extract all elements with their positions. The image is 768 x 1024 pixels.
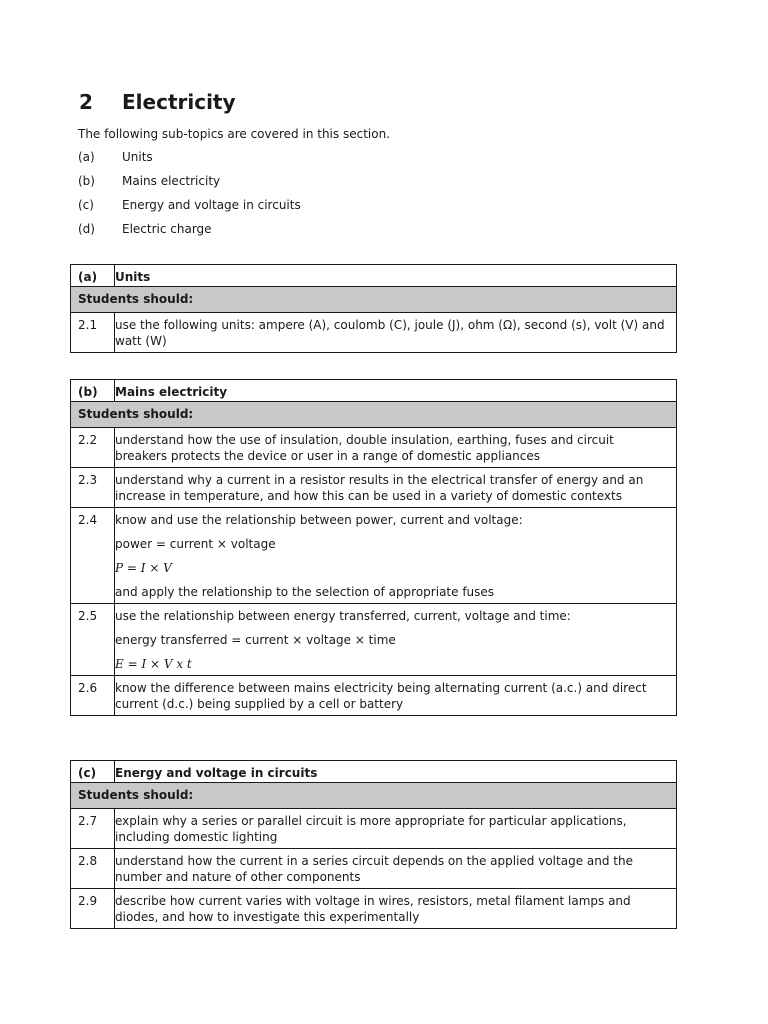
row-text: understand how the use of insulation, double insulation, earthing, fuses and circuit breakers protects the device or user in a range of domestic appliances bbox=[115, 428, 677, 468]
row-text: describe how current varies with voltage in wires, resistors, metal filament lamps and diodes, and how to investigate this experimentally bbox=[115, 889, 677, 929]
symbol-formula: E = I × V x t bbox=[115, 657, 192, 671]
row-number: 2.2 bbox=[71, 428, 115, 468]
spec-table-circuits bbox=[70, 760, 677, 929]
row-followup-text: and apply the relationship to the selection of appropriate fuses bbox=[115, 585, 495, 599]
table-row bbox=[71, 468, 677, 508]
subtopic-letter: (b) bbox=[78, 174, 95, 188]
students-should-label: Students should: bbox=[71, 402, 677, 428]
row-cell bbox=[115, 508, 677, 604]
table-row bbox=[71, 313, 677, 353]
subtopic-letter: (a) bbox=[78, 150, 95, 164]
spec-table-mains bbox=[70, 379, 677, 716]
row-number: 2.3 bbox=[71, 468, 115, 508]
students-should-label: Students should: bbox=[71, 783, 677, 809]
spec-table-units bbox=[70, 264, 677, 353]
students-should-label: Students should: bbox=[71, 287, 677, 313]
row-text: know and use the relationship between power, current and voltage: bbox=[115, 513, 523, 527]
subtopic-label: Electric charge bbox=[122, 222, 212, 236]
subtopic-label: Energy and voltage in circuits bbox=[122, 198, 301, 212]
table-title: Units bbox=[115, 265, 677, 287]
row-number: 2.8 bbox=[71, 849, 115, 889]
subtopic-letter: (d) bbox=[78, 222, 95, 236]
row-number: 2.9 bbox=[71, 889, 115, 929]
row-text: understand how the current in a series circuit depends on the applied voltage and the number and nature of other components bbox=[115, 849, 677, 889]
section-heading bbox=[79, 88, 236, 116]
table-code: (b) bbox=[71, 380, 115, 402]
table-row bbox=[71, 849, 677, 889]
subtopic-label: Units bbox=[122, 150, 153, 164]
subtopic-item bbox=[78, 173, 301, 197]
table-code: (a) bbox=[71, 265, 115, 287]
intro-text: The following sub-topics are covered in this section. bbox=[78, 127, 390, 141]
subtopic-item bbox=[78, 149, 301, 173]
section-number: 2 bbox=[79, 90, 93, 114]
row-text: know the difference between mains electricity being alternating current (a.c.) and direct current (d.c.) being supplied by a cell or battery bbox=[115, 676, 677, 716]
row-text: use the following units: ampere (A), coulomb (C), joule (J), ohm (Ω), second (s), volt (V) and watt (W) bbox=[115, 313, 677, 353]
word-equation: energy transferred = current × voltage × time bbox=[115, 633, 396, 647]
table-row bbox=[71, 676, 677, 716]
word-equation: power = current × voltage bbox=[115, 537, 276, 551]
subtopic-item bbox=[78, 221, 301, 245]
row-number: 2.4 bbox=[71, 508, 115, 604]
row-number: 2.1 bbox=[71, 313, 115, 353]
row-number: 2.5 bbox=[71, 604, 115, 676]
subtopic-list bbox=[78, 149, 301, 245]
subtopic-letter: (c) bbox=[78, 198, 94, 212]
table-row bbox=[71, 604, 677, 676]
subtopic-item bbox=[78, 197, 301, 221]
row-number: 2.7 bbox=[71, 809, 115, 849]
table-row bbox=[71, 428, 677, 468]
row-text: understand why a current in a resistor results in the electrical transfer of energy and an increase in temperature, and how this can be used in a variety of domestic contexts bbox=[115, 468, 677, 508]
table-title: Energy and voltage in circuits bbox=[115, 761, 677, 783]
table-title: Mains electricity bbox=[115, 380, 677, 402]
row-number: 2.6 bbox=[71, 676, 115, 716]
table-row bbox=[71, 508, 677, 604]
table-code: (c) bbox=[71, 761, 115, 783]
table-row bbox=[71, 889, 677, 929]
row-text: use the relationship between energy transferred, current, voltage and time: bbox=[115, 609, 571, 623]
row-cell bbox=[115, 604, 677, 676]
symbol-formula: P = I × V bbox=[115, 561, 172, 575]
section-title: Electricity bbox=[122, 90, 236, 114]
table-row bbox=[71, 809, 677, 849]
subtopic-label: Mains electricity bbox=[122, 174, 221, 188]
row-text: explain why a series or parallel circuit is more appropriate for particular applications, including domestic lighting bbox=[115, 809, 677, 849]
